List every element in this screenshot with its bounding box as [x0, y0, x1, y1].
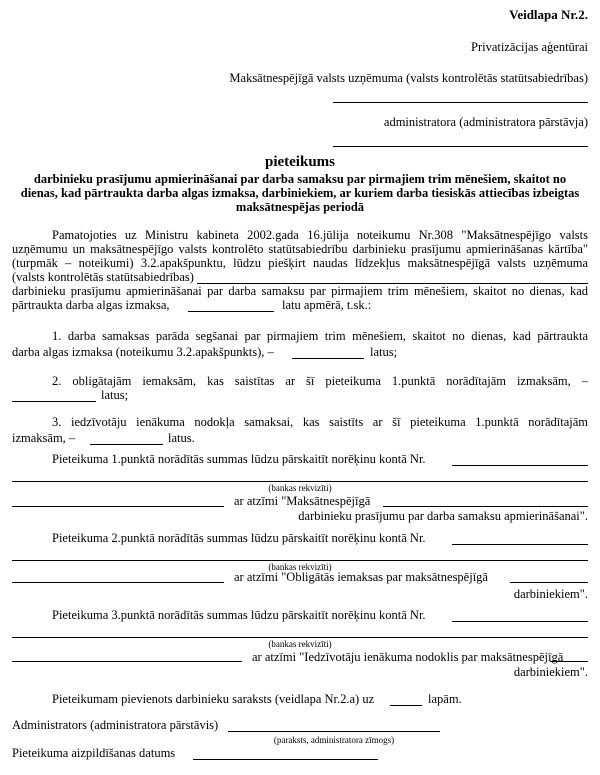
bank-details-caption-2: (bankas rekvizīti) [268, 562, 332, 572]
transfer-1-mark-b: darbinieku prasījumu par darba samaksu apmierināšanai". [298, 509, 588, 523]
transfer-3-name-line-a[interactable] [12, 661, 242, 662]
bank-details-caption-1: (bankas rekvizīti) [268, 483, 332, 493]
signature-caption: (paraksts, administratora zīmogs) [273, 735, 395, 745]
bank-details-caption-3: (bankas rekvizīti) [268, 639, 332, 649]
transfer-2-bank-line[interactable] [12, 560, 588, 561]
completion-date-label: Pieteikuma aizpildīšanas datums [12, 746, 176, 760]
item-1-line-1: 1. darba samaksas parāda segšanai par pirmajiem trim mēnešiem, skaitot no dienas, kad pārtraukta [52, 329, 588, 343]
transfer-1-bank-line[interactable] [12, 481, 588, 482]
total-amount-line[interactable] [188, 311, 274, 312]
recipient: Privatizācijas aģentūrai [471, 40, 588, 54]
intro-line-1: Pamatojoties uz Ministru kabineta 2002.gada 16.jūlija noteikumu Nr.308 "Maksātnespējīgo valsts [52, 228, 588, 242]
transfer-2-name-line-b[interactable] [510, 582, 588, 583]
item-1-line-2: darba algas izmaksa (noteikumu 3.2.apakšpunkts), – [12, 345, 274, 359]
intro-line-4: (valsts kontrolētās statūtsabiedrības) [12, 270, 194, 284]
item-2-unit: latus; [101, 388, 129, 402]
transfer-2-mark-a: ar atzīmi "Obligātās iemaksas par maksātnespējīgā [234, 570, 488, 584]
transfer-1-name-line-b[interactable] [383, 506, 588, 507]
subtitle-line-1: darbinieku prasījumu apmierināšanai par darba samaksu par pirmajiem trim mēnešiem, skaitot no [33, 172, 567, 186]
subtitle-line-2: dienas, kad pārtraukta darba algas izmaksa, darbiniekiem, ar kuriem darba tiesiskās attiecības izbeigtas [20, 186, 580, 200]
transfer-2-text: Pieteikuma 2.punktā norādītās summas lūdzu pārskaitīt norēķinu kontā Nr. [52, 531, 426, 545]
intro-line-3: (turpmāk – noteikumi) 3.2.apakšpunktu, lūdzu piešķirt naudas līdzekļus maksātnespējīgā valsts uzņēmuma [12, 256, 588, 270]
signature-line[interactable] [228, 731, 440, 732]
form-number: Veidlapa Nr.2. [509, 7, 588, 22]
transfer-2-name-line-a[interactable] [12, 582, 224, 583]
transfer-1-account-line[interactable] [452, 465, 588, 466]
transfer-2-account-line[interactable] [452, 544, 588, 545]
attachment-pages-line[interactable] [390, 705, 422, 706]
item-3-line-2: izmaksām, – [12, 431, 76, 445]
transfer-3-name-line-b[interactable] [550, 661, 588, 662]
transfer-1-text: Pieteikuma 1.punktā norādītās summas lūdzu pārskaitīt norēķinu kontā Nr. [52, 452, 426, 466]
enterprise-label: Maksātnespējīgā valsts uzņēmuma (valsts kontrolētās statūtsabiedrības) [229, 71, 588, 85]
subtitle-line-3: maksātnespējas periodā [235, 200, 365, 214]
transfer-3-bank-line[interactable] [12, 637, 588, 638]
transfer-3-account-line[interactable] [452, 621, 588, 622]
intro-line-5: darbinieku prasījumu apmierināšanai par darba samaksu par pirmajiem trim mēnešiem, skaitot no dienas, kad [12, 284, 588, 298]
attachment-unit: lapām. [428, 692, 462, 706]
transfer-1-mark-a: ar atzīmi "Maksātnespējīgā [234, 494, 371, 508]
transfer-3-text: Pieteikuma 3.punktā norādītās summas lūdzu pārskaitīt norēķinu kontā Nr. [52, 608, 426, 622]
item-2-amount-line[interactable] [12, 401, 96, 402]
item-1-amount-line[interactable] [292, 358, 364, 359]
transfer-1-name-line-a[interactable] [12, 506, 224, 507]
item-2-line-1: 2. obligātajām iemaksām, kas saistītas ar šī pieteikuma 1.punktā norādītajām izmaksām, – [52, 374, 588, 388]
intro-line-6a: pārtraukta darba algas izmaksa, [12, 298, 170, 312]
item-1-unit: latus; [370, 345, 398, 359]
item-3-line-1: 3. iedzīvotāju ienākuma nodokļa samaksai, kas saistīts ar šī pieteikuma 1.punktā norādītajām [52, 415, 588, 429]
item-3-unit: latus. [168, 431, 195, 445]
intro-line-6b: latu apmērā, t.sk.: [282, 298, 372, 312]
administrator-signature-label: Administrators (administratora pārstāvis) [12, 718, 219, 732]
transfer-3-mark-b: darbiniekiem". [513, 665, 588, 679]
administrator-line[interactable] [333, 146, 588, 147]
page-title: pieteikums [264, 154, 335, 170]
item-3-amount-line[interactable] [90, 444, 163, 445]
intro-line-2: uzņēmumu un maksātnespējīgo valsts kontrolēto statūtsabiedrību darbinieku prasījumu apmierināšanas kārtība" [12, 242, 588, 256]
transfer-3-mark-a: ar atzīmi "Iedzīvotāju ienākuma nodoklis par maksātnespējīgā [252, 650, 564, 664]
attachment-text: Pieteikumam pievienots darbinieku saraksts (veidlapa Nr.2.a) uz [52, 692, 375, 706]
administrator-label: administratora (administratora pārstāvja) [383, 115, 588, 129]
enterprise-line[interactable] [333, 102, 588, 103]
completion-date-line[interactable] [193, 759, 378, 760]
transfer-2-mark-b: darbiniekiem". [513, 587, 588, 601]
